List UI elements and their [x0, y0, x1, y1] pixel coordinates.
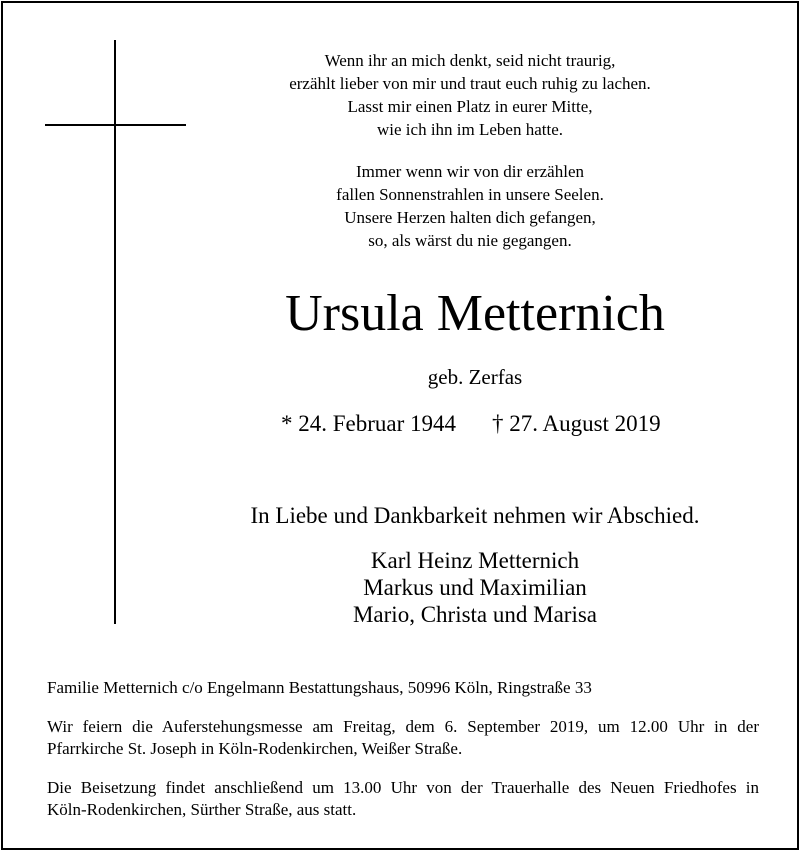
poem-line: wie ich ihn im Leben hatte. [377, 120, 563, 139]
address-line: Familie Metternich c/o Engelmann Bestattungshaus, 50996 Köln, Ringstraße 33 [47, 678, 592, 697]
mourner-name: Markus und Maximilian [363, 575, 587, 600]
poem-stanza-1 [220, 49, 720, 141]
poem-line: erzählt lieber von mir und traut euch ruhig zu lachen. [289, 74, 651, 93]
mourners-list [175, 547, 775, 628]
mass-line: Wir feiern die Auferstehungsmesse am Freitag, dem 6. September 2019, um 12.00 Uhr in der [47, 717, 759, 736]
burial-line: Die Beisetzung findet anschließend um 13.00 Uhr von der Trauerhalle des Neuen Friedhofes in [47, 778, 759, 797]
poem-stanza-2 [220, 160, 720, 252]
burial-line: Köln-Rodenkirchen, Sürther Straße, aus statt. [47, 800, 357, 819]
cross-icon-vertical [114, 40, 116, 624]
mourner-name: Karl Heinz Metternich [370, 548, 580, 573]
burial-notice [47, 777, 759, 821]
deceased-name: Ursula Metternich [285, 285, 665, 342]
mourner-name: Mario, Christa und Marisa [352, 602, 597, 627]
farewell-text: In Liebe und Dankbarkeit nehmen wir Abschied. [250, 503, 700, 528]
poem-line: Unsere Herzen halten dich gefangen, [344, 208, 596, 227]
poem-line: Lasst mir einen Platz in eurer Mitte, [347, 97, 593, 116]
birth-date: * 24. Februar 1944 [281, 411, 457, 436]
poem-line: so, als wärst du nie gegangen. [368, 231, 572, 250]
poem-line: Wenn ihr an mich denkt, seid nicht traurig, [324, 51, 616, 70]
mass-notice [47, 716, 759, 760]
death-date: † 27. August 2019 [492, 411, 661, 436]
cross-icon-horizontal [45, 124, 186, 126]
maiden-name: geb. Zerfas [427, 365, 523, 389]
mass-line: Pfarrkirche St. Joseph in Köln-Rodenkirchen, Weißer Straße. [47, 739, 463, 758]
family-address [47, 677, 759, 699]
poem-line: fallen Sonnenstrahlen in unsere Seelen. [336, 185, 604, 204]
poem-line: Immer wenn wir von dir erzählen [356, 162, 584, 181]
